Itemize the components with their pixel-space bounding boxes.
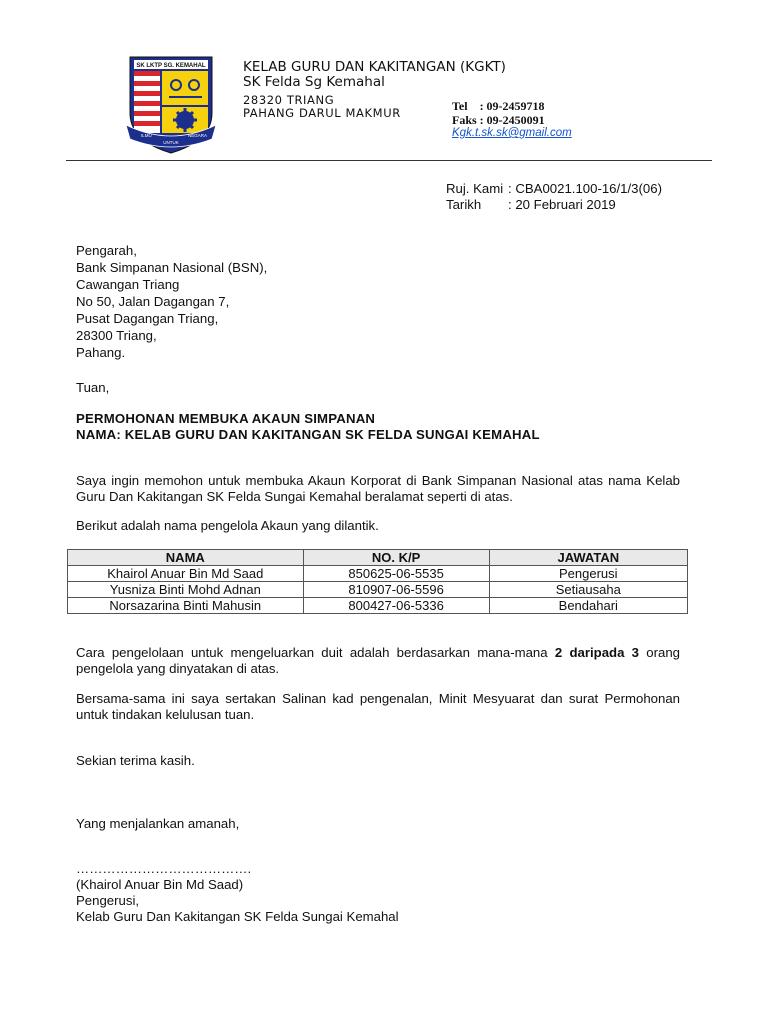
address-line: Pahang. [76, 345, 126, 360]
cell-kp: 810907-06-5596 [303, 582, 489, 598]
school-crest-logo [124, 55, 218, 155]
tel-number: Tel : 09-2459718 [452, 99, 545, 113]
signature-block [76, 861, 399, 925]
closing-phrase: Yang menjalankan amanah, [76, 816, 240, 831]
cell-jawatan: Pengerusi [489, 566, 687, 582]
ruj-label: Ruj. Kami [446, 181, 504, 196]
tarikh-value: : 20 Februari 2019 [508, 197, 616, 212]
cell-nama: Khairol Anuar Bin Md Saad [68, 566, 304, 582]
address-line: Pengarah, [76, 243, 137, 258]
email-link[interactable]: Kgk.t.sk.sk@gmail.com [452, 127, 572, 139]
header-divider [66, 160, 712, 161]
cell-kp: 850625-06-5535 [303, 566, 489, 582]
body-paragraph-3 [76, 645, 680, 677]
reference-number [446, 181, 662, 196]
address-line: Pusat Dagangan Triang, [76, 311, 219, 326]
address-line: Cawangan Triang [76, 277, 180, 292]
crest-top-text: SK LKTP SG. KEMAHAL [136, 63, 206, 69]
org-state: PAHANG DARUL MAKMUR [243, 106, 401, 120]
p3-text-after: orang pengelola yang dinyatakan di atas. [76, 645, 680, 676]
salutation: Tuan, [76, 380, 110, 395]
signature-line: …………………………………. [76, 861, 252, 876]
signatory-position: Pengerusi, [76, 893, 140, 908]
column-header-nama: NAMA [68, 550, 304, 566]
body-paragraph-2: Berikut adalah nama pengelola Akaun yang dilantik. [76, 518, 379, 533]
cell-kp: 800427-06-5336 [303, 598, 489, 614]
table-header-row [68, 550, 688, 566]
column-header-kp: NO. K/P [303, 550, 489, 566]
fax-number: Faks : 09-2450091 [452, 113, 545, 127]
subject-line-2: NAMA: KELAB GURU DAN KAKITANGAN SK FELDA SUNGAI KEMAHAL [76, 427, 540, 442]
address-line: No 50, Jalan Dagangan 7, [76, 294, 230, 309]
address-line: Bank Simpanan Nasional (BSN), [76, 260, 268, 275]
crest-banner-left: ILMU [141, 133, 152, 138]
school-name: SK Felda Sg Kemahal [243, 74, 385, 90]
closing-thanks: Sekian terima kasih. [76, 753, 195, 768]
p3-text-before: Cara pengelolaan untuk mengeluarkan duit adalah berdasarkan mana-mana [76, 645, 555, 660]
column-header-jawatan: JAWATAN [489, 550, 687, 566]
body-paragraph-1: Saya ingin memohon untuk membuka Akaun Korporat di Bank Simpanan Nasional atas nama Kelab Guru Dan Kakitangan SK Felda Sungai Kemahal beralamat seperti di atas. [76, 473, 680, 504]
table-row [68, 566, 688, 582]
p3-bold-text: 2 daripada 3 [554, 645, 639, 660]
subject-line-1: PERMOHONAN MEMBUKA AKAUN SIMPANAN [76, 411, 376, 426]
subject [76, 411, 540, 443]
table-row [68, 582, 688, 598]
signatory-name: (Khairol Anuar Bin Md Saad) [76, 877, 244, 892]
address-line: 28300 Triang, [76, 328, 157, 343]
tarikh-label: Tarikh [446, 197, 482, 212]
cell-jawatan: Bendahari [489, 598, 687, 614]
org-name: KELAB GURU DAN KAKITANGAN (KGKT) [243, 59, 506, 75]
recipient-address [76, 242, 267, 361]
signatory-org: Kelab Guru Dan Kakitangan SK Felda Sungai Kemahal [76, 909, 399, 924]
org-postcode: 28320 TRIANG [243, 93, 335, 107]
cell-jawatan: Setiausaha [489, 582, 687, 598]
crest-banner-mid: UNTUK [163, 140, 179, 145]
cell-nama: Yusniza Binti Mohd Adnan [68, 582, 304, 598]
body-paragraph-4: Bersama-sama ini saya sertakan Salinan kad pengenalan, Minit Mesyuarat dan surat Permohonan untuk tindakan kelulusan tuan. [76, 691, 680, 722]
table-row [68, 598, 688, 614]
cell-nama: Norsazarina Binti Mahusin [68, 598, 304, 614]
ruj-value: : CBA0021.100-16/1/3(06) [508, 181, 662, 196]
crest-banner-right: NEGARA [188, 133, 208, 138]
account-managers-table [67, 549, 688, 614]
letter-date [446, 197, 616, 212]
